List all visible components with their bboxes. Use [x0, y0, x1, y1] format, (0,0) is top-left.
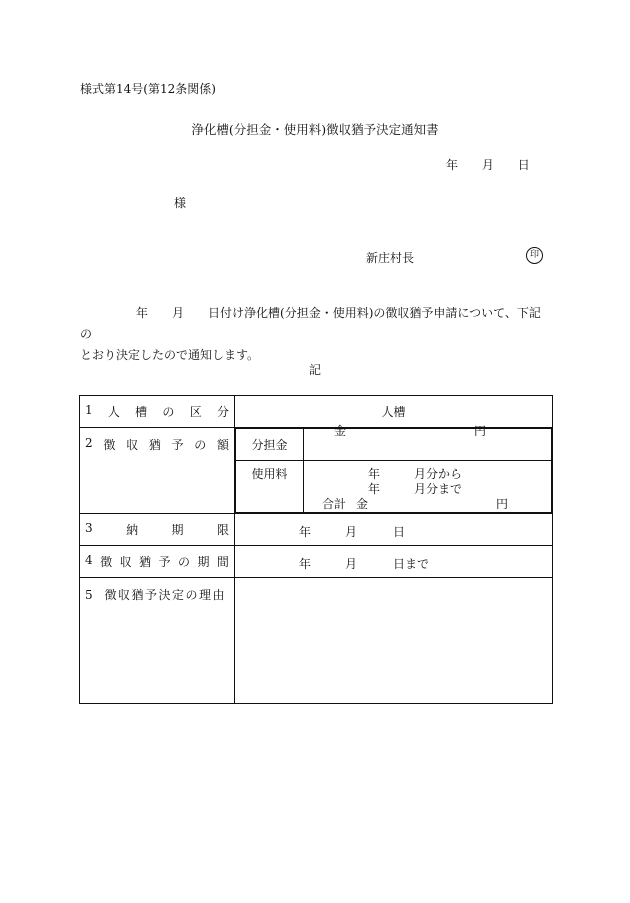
row3-label — [80, 514, 235, 546]
buntan-kin: 金 — [334, 424, 347, 438]
row5-label — [80, 578, 235, 704]
shiyo-label: 使用料 — [236, 461, 304, 513]
label-char: 収 — [126, 438, 139, 452]
label-char: 期 — [197, 555, 210, 569]
label-char: 期 — [171, 523, 184, 537]
label-char: 納 — [126, 523, 139, 537]
buntan-value — [304, 424, 552, 461]
label-char: 徴 — [100, 555, 113, 569]
due-month: 月 — [345, 525, 358, 539]
body-text-2: とおり決定したので通知します。 — [80, 348, 260, 362]
row4-value — [235, 546, 553, 578]
shiyo-month-to: 月分まで — [414, 482, 463, 496]
label-num: 5 — [85, 588, 93, 602]
row2-value — [235, 424, 553, 514]
row1-label — [80, 396, 235, 428]
table-row — [80, 578, 553, 704]
shiyo-month-from: 月分から — [414, 467, 463, 481]
shiyo-year-to: 年 — [368, 482, 381, 496]
table-row — [80, 514, 553, 546]
label-char: 額 — [216, 438, 229, 452]
reason-label: 徴収猶予決定の理由 — [104, 588, 226, 602]
period-month: 月 — [345, 557, 358, 571]
reason-value — [235, 578, 553, 704]
label-char: 人 — [107, 405, 120, 419]
row2-label — [80, 428, 235, 514]
shiyo-value — [304, 461, 552, 513]
notice-body — [80, 303, 552, 366]
body-year: 年 — [136, 306, 149, 320]
label-char: 槽 — [135, 405, 148, 419]
issuer-name: 新庄村長 — [366, 251, 415, 265]
buntan-label: 分担金 — [236, 429, 304, 461]
issue-date — [446, 156, 530, 173]
label-char: 1 — [85, 403, 93, 417]
date-day: 日 — [517, 158, 530, 172]
shiyo-year-from: 年 — [368, 467, 381, 481]
label-char: の — [194, 438, 207, 452]
seal-mark: 印 — [526, 247, 543, 264]
row3-value — [235, 514, 553, 546]
amount-subtable — [235, 424, 552, 513]
row1-value — [235, 396, 553, 428]
label-char: 限 — [216, 523, 229, 537]
form-number: 様式第14号(第12条関係) — [80, 82, 216, 96]
body-text-1: 日付け浄化槽(分担金・使用料)の徴収猶予申請について、下記の — [80, 306, 541, 341]
date-year: 年 — [446, 158, 459, 172]
label-char: の — [177, 555, 190, 569]
ninso-text: 人槽 — [381, 405, 406, 419]
date-month: 月 — [481, 158, 494, 172]
due-day: 日 — [393, 525, 406, 539]
addressee-suffix: 様 — [174, 196, 187, 210]
label-char: 間 — [216, 555, 229, 569]
table-row — [80, 546, 553, 578]
period-day-until: 日まで — [393, 557, 430, 571]
label-char: 猶 — [148, 438, 161, 452]
document-title: 浄化槽(分担金・使用料)徴収猶予決定通知書 — [191, 122, 439, 137]
label-char: 3 — [85, 521, 93, 535]
row4-label — [80, 546, 235, 578]
body-month: 月 — [172, 306, 185, 320]
label-char: 4 — [85, 553, 93, 567]
total-en: 円 — [496, 497, 509, 511]
label-char: 2 — [85, 436, 93, 450]
table-row — [80, 428, 553, 514]
total-kin: 金 — [356, 497, 369, 511]
label-char: 分 — [216, 405, 229, 419]
label-char: 徴 — [103, 438, 116, 452]
label-char: 予 — [158, 555, 171, 569]
due-year: 年 — [299, 525, 312, 539]
label-char: の — [162, 405, 175, 419]
label-char: 収 — [119, 555, 132, 569]
notice-table — [79, 395, 553, 704]
period-year: 年 — [299, 557, 312, 571]
total-label: 合計 — [322, 497, 347, 511]
buntan-en: 円 — [474, 424, 487, 438]
ki-heading: 記 — [308, 363, 321, 377]
label-char: 予 — [171, 438, 184, 452]
label-char: 猶 — [139, 555, 152, 569]
label-char: 区 — [189, 405, 202, 419]
